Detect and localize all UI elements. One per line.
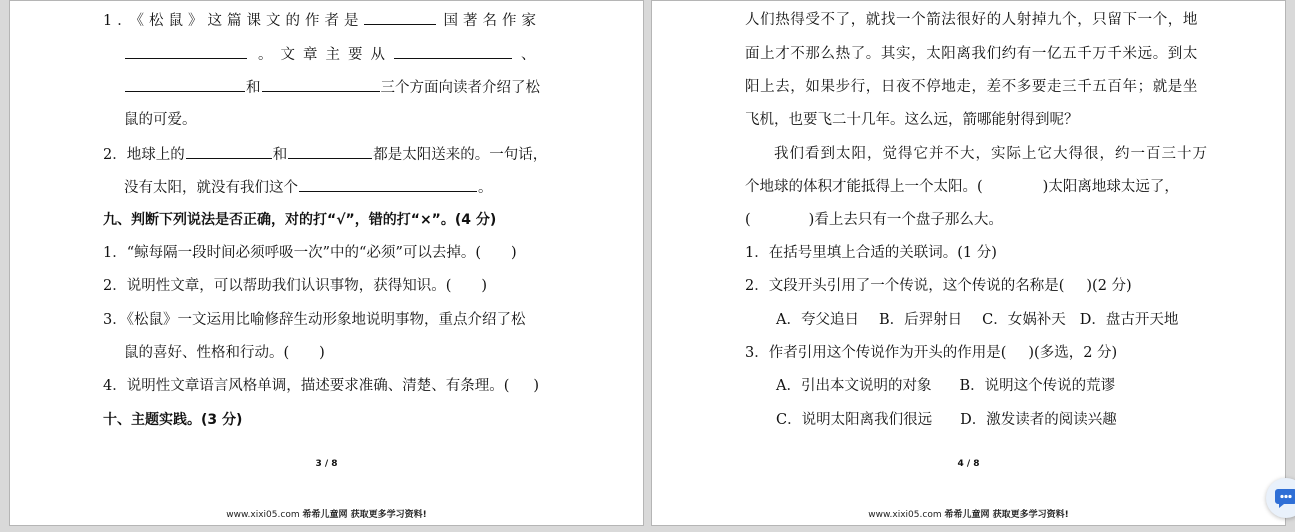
text: 、: [521, 47, 544, 63]
chat-bubble-icon: [1274, 487, 1295, 509]
question-1: 1．在括号里填上合适的关联词。(1 分): [745, 245, 997, 261]
text: 国著名作家: [443, 13, 541, 29]
page-number: 3 / 8: [315, 459, 338, 469]
q1-line1: [103, 10, 541, 31]
q1-line2: [124, 44, 544, 65]
option-c: C．说明太阳离我们很远: [776, 412, 933, 428]
paren-close: ): [533, 378, 540, 394]
text: )(多选，2 分): [1028, 345, 1118, 361]
para-line: 我们看到太阳，觉得它并不大，实际上它大得很，约一百三十万: [774, 146, 1208, 162]
text: 2．说明性文章，可以帮助我们认识事物，获得知识。(: [103, 278, 452, 294]
judge-item-2: [103, 276, 487, 296]
text: 3．作者引用这个传说作为开头的作用是(: [745, 345, 1007, 361]
text: )太阳离地球太远了，: [1042, 179, 1179, 195]
option-c: C．女娲补天: [982, 312, 1066, 328]
footer-text: 希希儿童网 获取更多学习资料!: [302, 510, 427, 520]
question-3: [745, 343, 1117, 363]
footer-link[interactable]: www.xixi05.com: [226, 510, 300, 520]
option-d: D．激发读者的阅读兴趣: [960, 412, 1117, 428]
option-d: D．盘古开天地: [1079, 312, 1179, 328]
q2-line2: [124, 177, 493, 198]
text: 鼠的喜好、性格和行动。(: [124, 345, 290, 361]
text: 4．说明性文章语言风格单调，描述要求准确、清楚、有条理。(: [103, 378, 510, 394]
text: 没有太阳，就没有我们这个: [124, 180, 298, 196]
answer-blank: [394, 44, 512, 59]
judge-item-3-line1: 3．《松鼠》一文运用比喻修辞生动形象地说明事物，重点介绍了松: [103, 312, 526, 328]
text: 。文章主要从: [258, 47, 393, 63]
option-b: B．说明这个传说的荒谬: [959, 378, 1116, 394]
answer-blank: [299, 177, 477, 192]
judge-item-4: [103, 376, 539, 396]
section-9-heading: 九、判断下列说法是否正确，对的打“√”，错的打“×”。(4 分): [103, 212, 497, 228]
text: 个地球的体积才能抵得上一个太阳。(: [745, 179, 983, 195]
text: 三个方面向读者介绍了松: [380, 80, 540, 96]
answer-blank: [186, 144, 272, 159]
section-10-heading: 十、主题实践。(3 分): [103, 412, 243, 428]
answer-blank: [364, 10, 436, 25]
q2-line1: [103, 144, 547, 165]
q1-line4: 鼠的可爱。: [124, 112, 197, 128]
option-a: A．引出本文说明的对象: [776, 378, 932, 394]
page-4: [651, 0, 1286, 526]
text: 1．《松鼠》这篇课文的作者是: [103, 13, 364, 29]
text: 2．文段开头引用了一个传说，这个传说的名称是(: [745, 278, 1065, 294]
question-2: [745, 276, 1132, 296]
para-line: 面上才不那么热了。其实，太阳离我们约有一亿五千万千米远。到太: [745, 46, 1198, 62]
answer-blank: [125, 77, 245, 92]
para-line: 人们热得受不了，就找一个箭法很好的人射掉九个，只留下一个，地: [745, 12, 1198, 28]
footer: [10, 507, 643, 520]
text: )(2 分): [1086, 278, 1132, 294]
page-3: [9, 0, 644, 526]
text: )看上去只有一个盘子那么大。: [808, 212, 1003, 228]
option-a: A．夸父追日: [776, 312, 859, 328]
paren-close: ): [319, 345, 325, 361]
para-line: 阳上去，如果步行，日夜不停地走，差不多要走三千五百年；就是坐: [745, 79, 1198, 95]
question-2-options: [776, 310, 1178, 330]
paren-close: ): [511, 245, 517, 261]
text: (: [745, 212, 751, 228]
option-b: B．后羿射日: [878, 312, 963, 328]
answer-blank: [262, 77, 380, 92]
answer-blank: [125, 44, 247, 59]
text: 。: [478, 180, 493, 196]
answer-blank: [288, 144, 372, 159]
text: 1．“鲸每隔一段时间必须呼吸一次”中的“必须”可以去掉。(: [103, 245, 482, 261]
text: 和: [246, 80, 261, 96]
text: 都是太阳送来的。一句话，: [373, 147, 548, 163]
question-3-options-row2: [776, 410, 1117, 430]
judge-item-1: [103, 243, 517, 263]
para-line: 飞机，也要飞二十几年。这么远，箭哪能射得到呢？: [745, 112, 1079, 128]
question-3-options-row1: [776, 376, 1115, 396]
page-number: 4 / 8: [957, 459, 980, 469]
paren-close: ): [481, 278, 488, 294]
text: 2．地球上的: [103, 147, 185, 163]
q1-line3: [124, 77, 540, 98]
para-line-blank: [745, 177, 1179, 197]
text: 和: [272, 147, 288, 163]
footer-text: 希希儿童网 获取更多学习资料!: [944, 510, 1069, 520]
footer-link[interactable]: www.xixi05.com: [868, 510, 942, 520]
judge-item-3-line2: [124, 343, 325, 363]
footer: [652, 507, 1285, 520]
para-line-blank: [745, 210, 1003, 230]
